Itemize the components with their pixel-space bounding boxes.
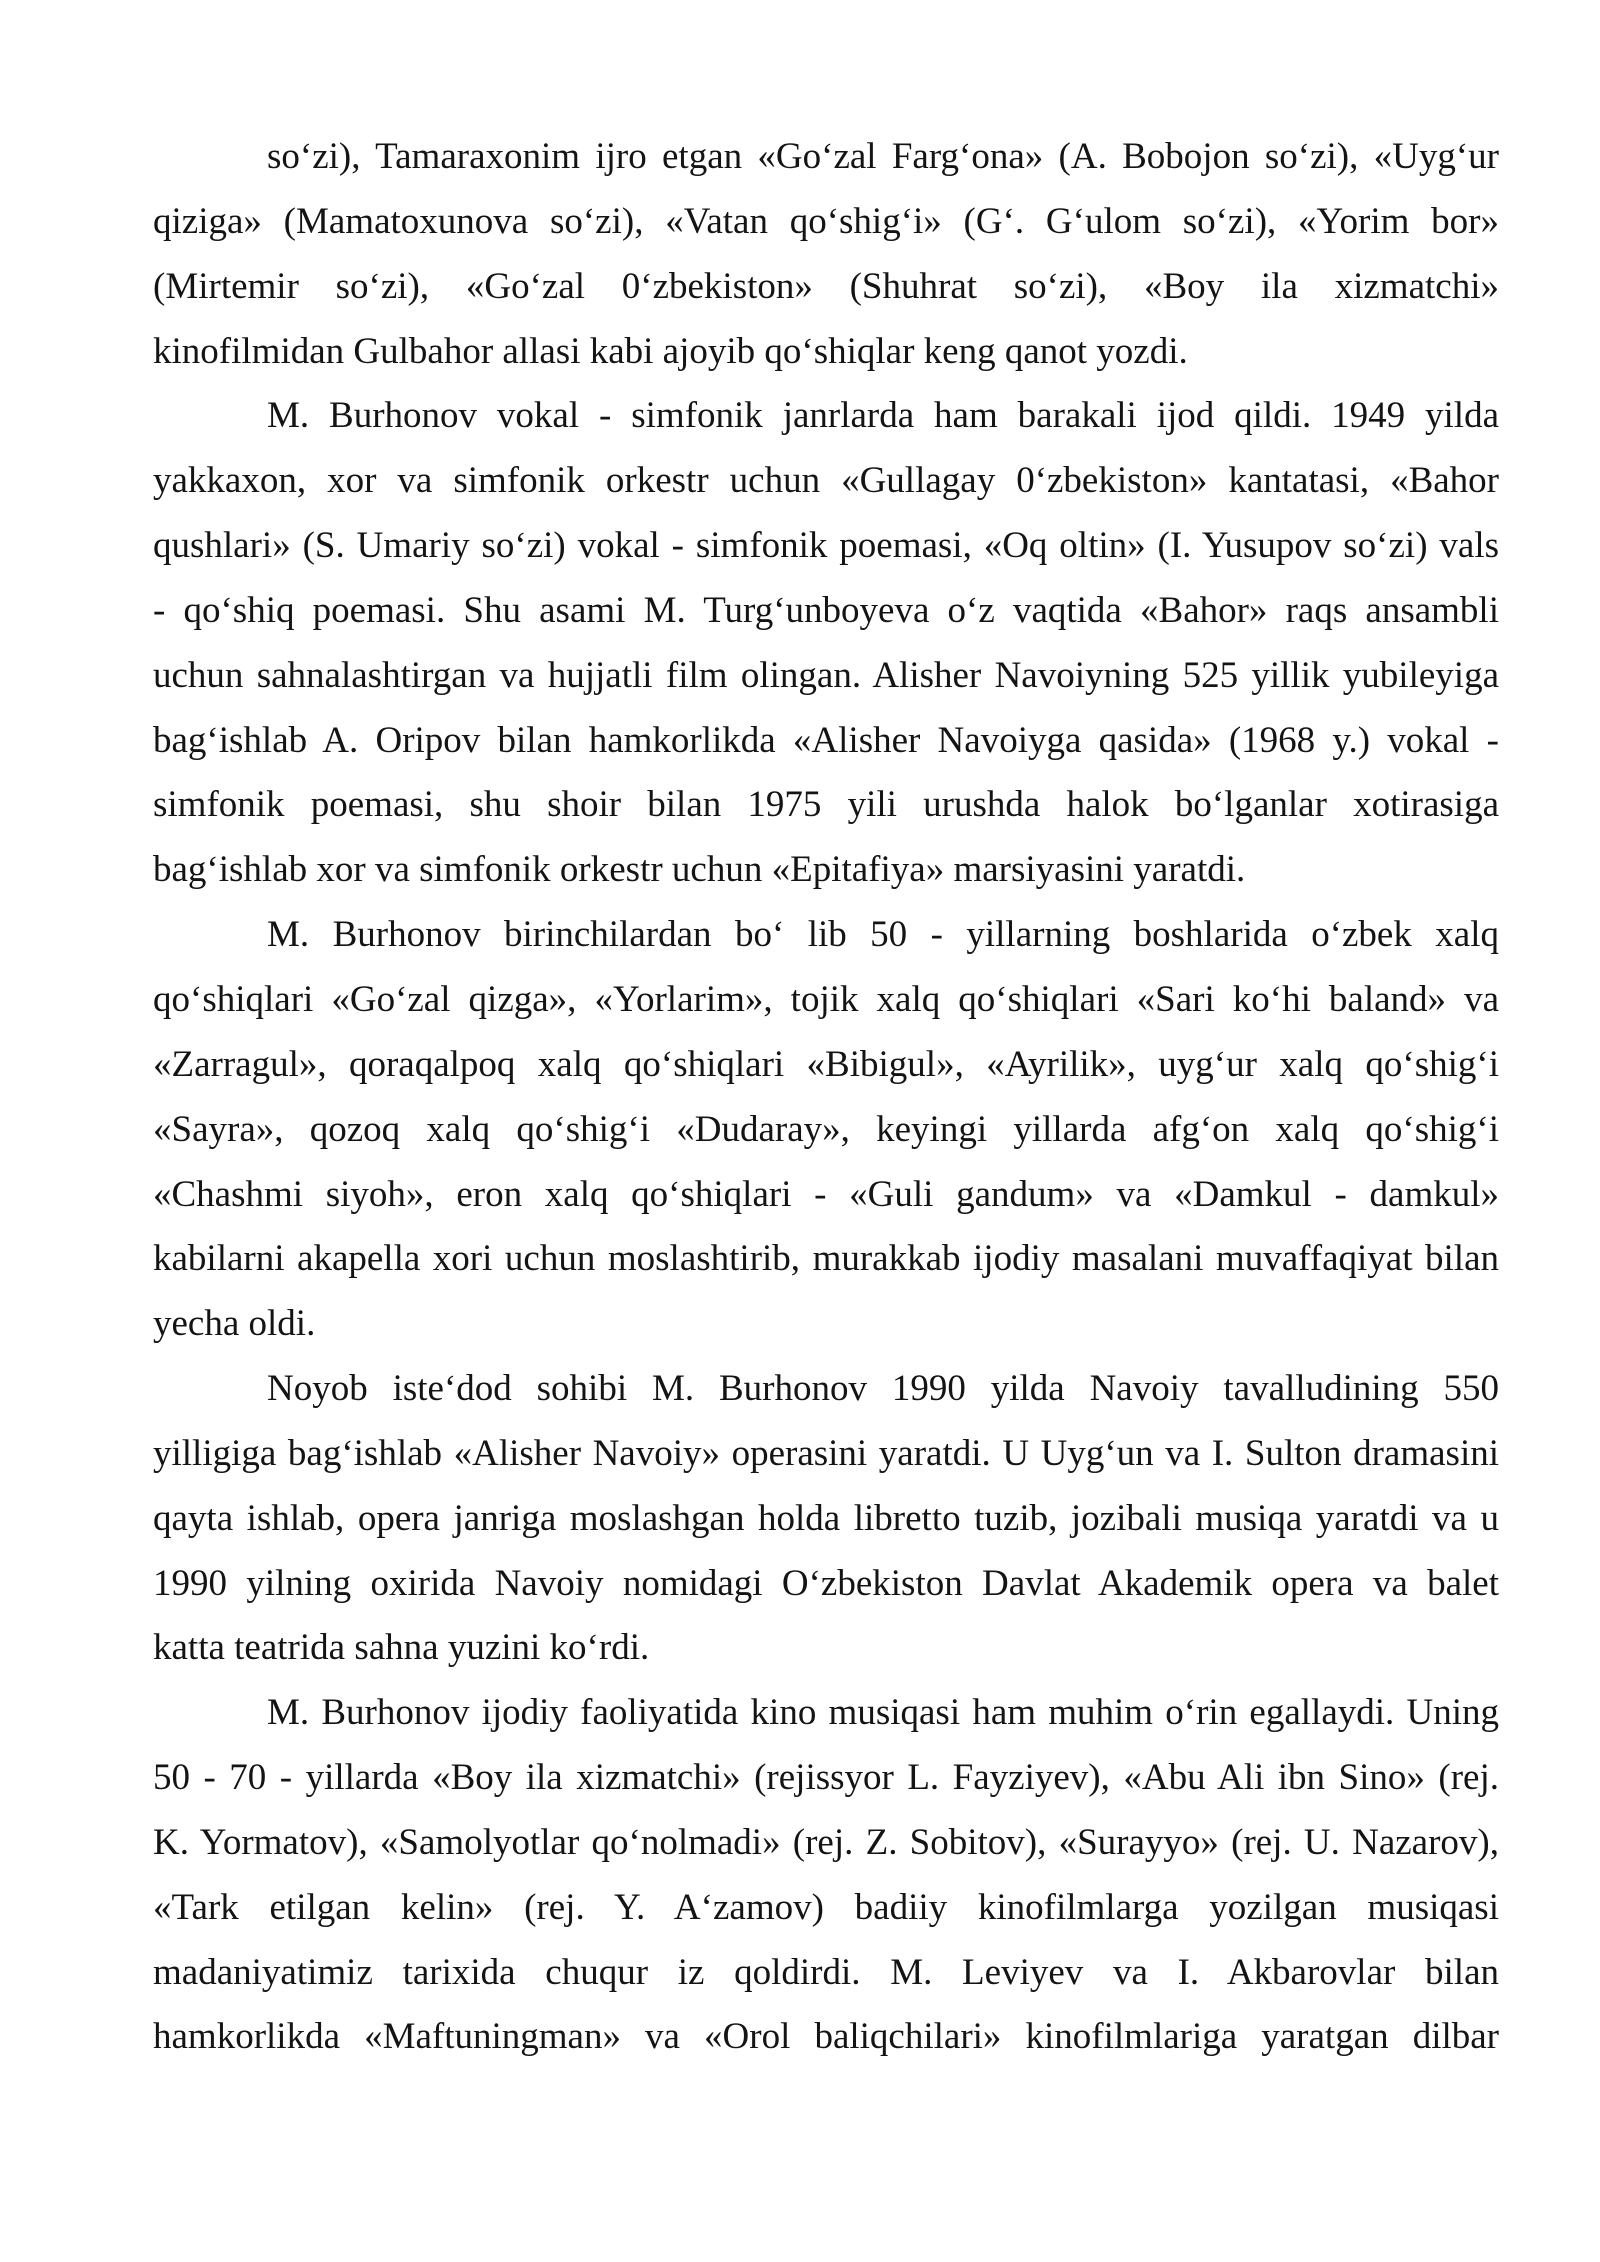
text-line: «Chashmi siyoh», eron xalq qo‘shiqlari - «Guli gandum» va «Damkul - damkul» bbox=[153, 1173, 1499, 1215]
text-line: qo‘shiqlari «Go‘zal qizga», «Yorlarim», tojik xalq qo‘shiqlari «Sari ko‘hi baland» va bbox=[153, 978, 1499, 1020]
text-line: qiziga» (Mamatoxunova so‘zi), «Vatan qo‘shig‘i» (G‘. G‘ulom so‘zi), «Yorim bor» bbox=[153, 200, 1499, 242]
text-line: bag‘ishlab A. Oripov bilan hamkorlikda «Alisher Navoiyga qasida» (1968 y.) vokal - bbox=[153, 719, 1499, 761]
text-line: K. Yormatov), «Samolyotlar qo‘nolmadi» (rej. Z. Sobitov), «Surayyo» (rej. U. Nazarov), bbox=[153, 1821, 1499, 1863]
text-line: so‘zi), Tamaraxonim ijro etgan «Go‘zal Farg‘ona» (A. Bobojon so‘zi), «Uyg‘ur bbox=[267, 136, 1499, 177]
text-line: «Sayra», qozoq xalq qo‘shig‘i «Dudaray», keyingi yillarda afg‘on xalq qo‘shig‘i bbox=[153, 1108, 1499, 1150]
text-line: kinofilmidan Gulbahor allasi kabi ajoyib qo‘shiqlar keng qanot yozdi. bbox=[153, 330, 1188, 372]
text-line: M. Burhonov ijodiy faoliyatida kino musiqasi ham muhim o‘rin egallaydi. Uning bbox=[267, 1692, 1499, 1734]
text-line: katta teatrida sahna yuzini ko‘rdi. bbox=[153, 1627, 650, 1669]
paragraph bbox=[153, 903, 1499, 1357]
text-line: qushlari» (S. Umariy so‘zi) vokal - simfonik poemasi, «Oq oltin» (I. Yusupov so‘zi) vals bbox=[153, 525, 1499, 567]
text-line: «Tark etilgan kelin» (rej. Y. A‘zamov) badiiy kinofilmlarga yozilgan musiqasi bbox=[153, 1886, 1499, 1928]
text-line: (Mirtemir so‘zi), «Go‘zal 0‘zbekiston» (Shuhrat so‘zi), «Boy ila xizmatchi» bbox=[153, 265, 1499, 307]
text-line: - qo‘shiq poemasi. Shu asami M. Turg‘unboyeva o‘z vaqtida «Bahor» raqs ansambli bbox=[153, 589, 1499, 631]
text-line: bag‘ishlab xor va simfonik orkestr uchun «Epitafiya» marsiyasini yaratdi. bbox=[153, 849, 1246, 891]
paragraph bbox=[153, 384, 1499, 903]
paragraph bbox=[153, 125, 1499, 384]
document-page bbox=[153, 125, 1499, 2070]
text-line: yilligiga bag‘ishlab «Alisher Navoiy» operasini yaratdi. U Uyg‘un va I. Sulton dramasini bbox=[153, 1432, 1499, 1474]
text-line: hamkorlikda «Maftuningman» va «Orol baliqchilari» kinofilmlariga yaratgan dilbar bbox=[153, 2016, 1499, 2058]
text-line: qayta ishlab, opera janriga moslashgan holda libretto tuzib, jozibali musiqa yaratdi va u bbox=[153, 1497, 1499, 1539]
paragraph bbox=[153, 1357, 1499, 1681]
text-line: «Zarragul», qoraqalpoq xalq qo‘shiqlari «Bibigul», «Ayrilik», uyg‘ur xalq qo‘shig‘i bbox=[153, 1043, 1499, 1085]
text-line: madaniyatimiz tarixida chuqur iz qoldirdi. M. Leviyev va I. Akbarovlar bilan bbox=[153, 1951, 1499, 1993]
text-line: yecha oldi. bbox=[153, 1303, 316, 1345]
text-line: uchun sahnalashtirgan va hujjatli film olingan. Alisher Navoiyning 525 yillik yubileyiga bbox=[153, 654, 1499, 696]
text-line: Noyob iste‘dod sohibi M. Burhonov 1990 yilda Navoiy tavalludining 550 bbox=[267, 1368, 1499, 1410]
text-line: 1990 yilning oxirida Navoiy nomidagi O‘zbekiston Davlat Akademik opera va balet bbox=[153, 1562, 1499, 1604]
text-line: M. Burhonov birinchilardan bo‘ lib 50 - yillarning boshlarida o‘zbek xalq bbox=[267, 914, 1499, 956]
text-line: 50 - 70 - yillarda «Boy ila xizmatchi» (rejissyor L. Fayziyev), «Abu Ali ibn Sino» (rej. bbox=[153, 1757, 1499, 1799]
text-line: simfonik poemasi, shu shoir bilan 1975 yili urushda halok bo‘lganlar xotirasiga bbox=[153, 784, 1499, 826]
text-line: M. Burhonov vokal - simfonik janrlarda ham barakali ijod qildi. 1949 yilda bbox=[267, 395, 1499, 437]
paragraph bbox=[153, 1681, 1499, 2070]
text-line: kabilarni akapella xori uchun moslashtirib, murakkab ijodiy masalani muvaffaqiyat bilan bbox=[153, 1238, 1499, 1280]
text-line: yakkaxon, xor va simfonik orkestr uchun «Gullagay 0‘zbekiston» kantatasi, «Bahor bbox=[153, 460, 1499, 502]
